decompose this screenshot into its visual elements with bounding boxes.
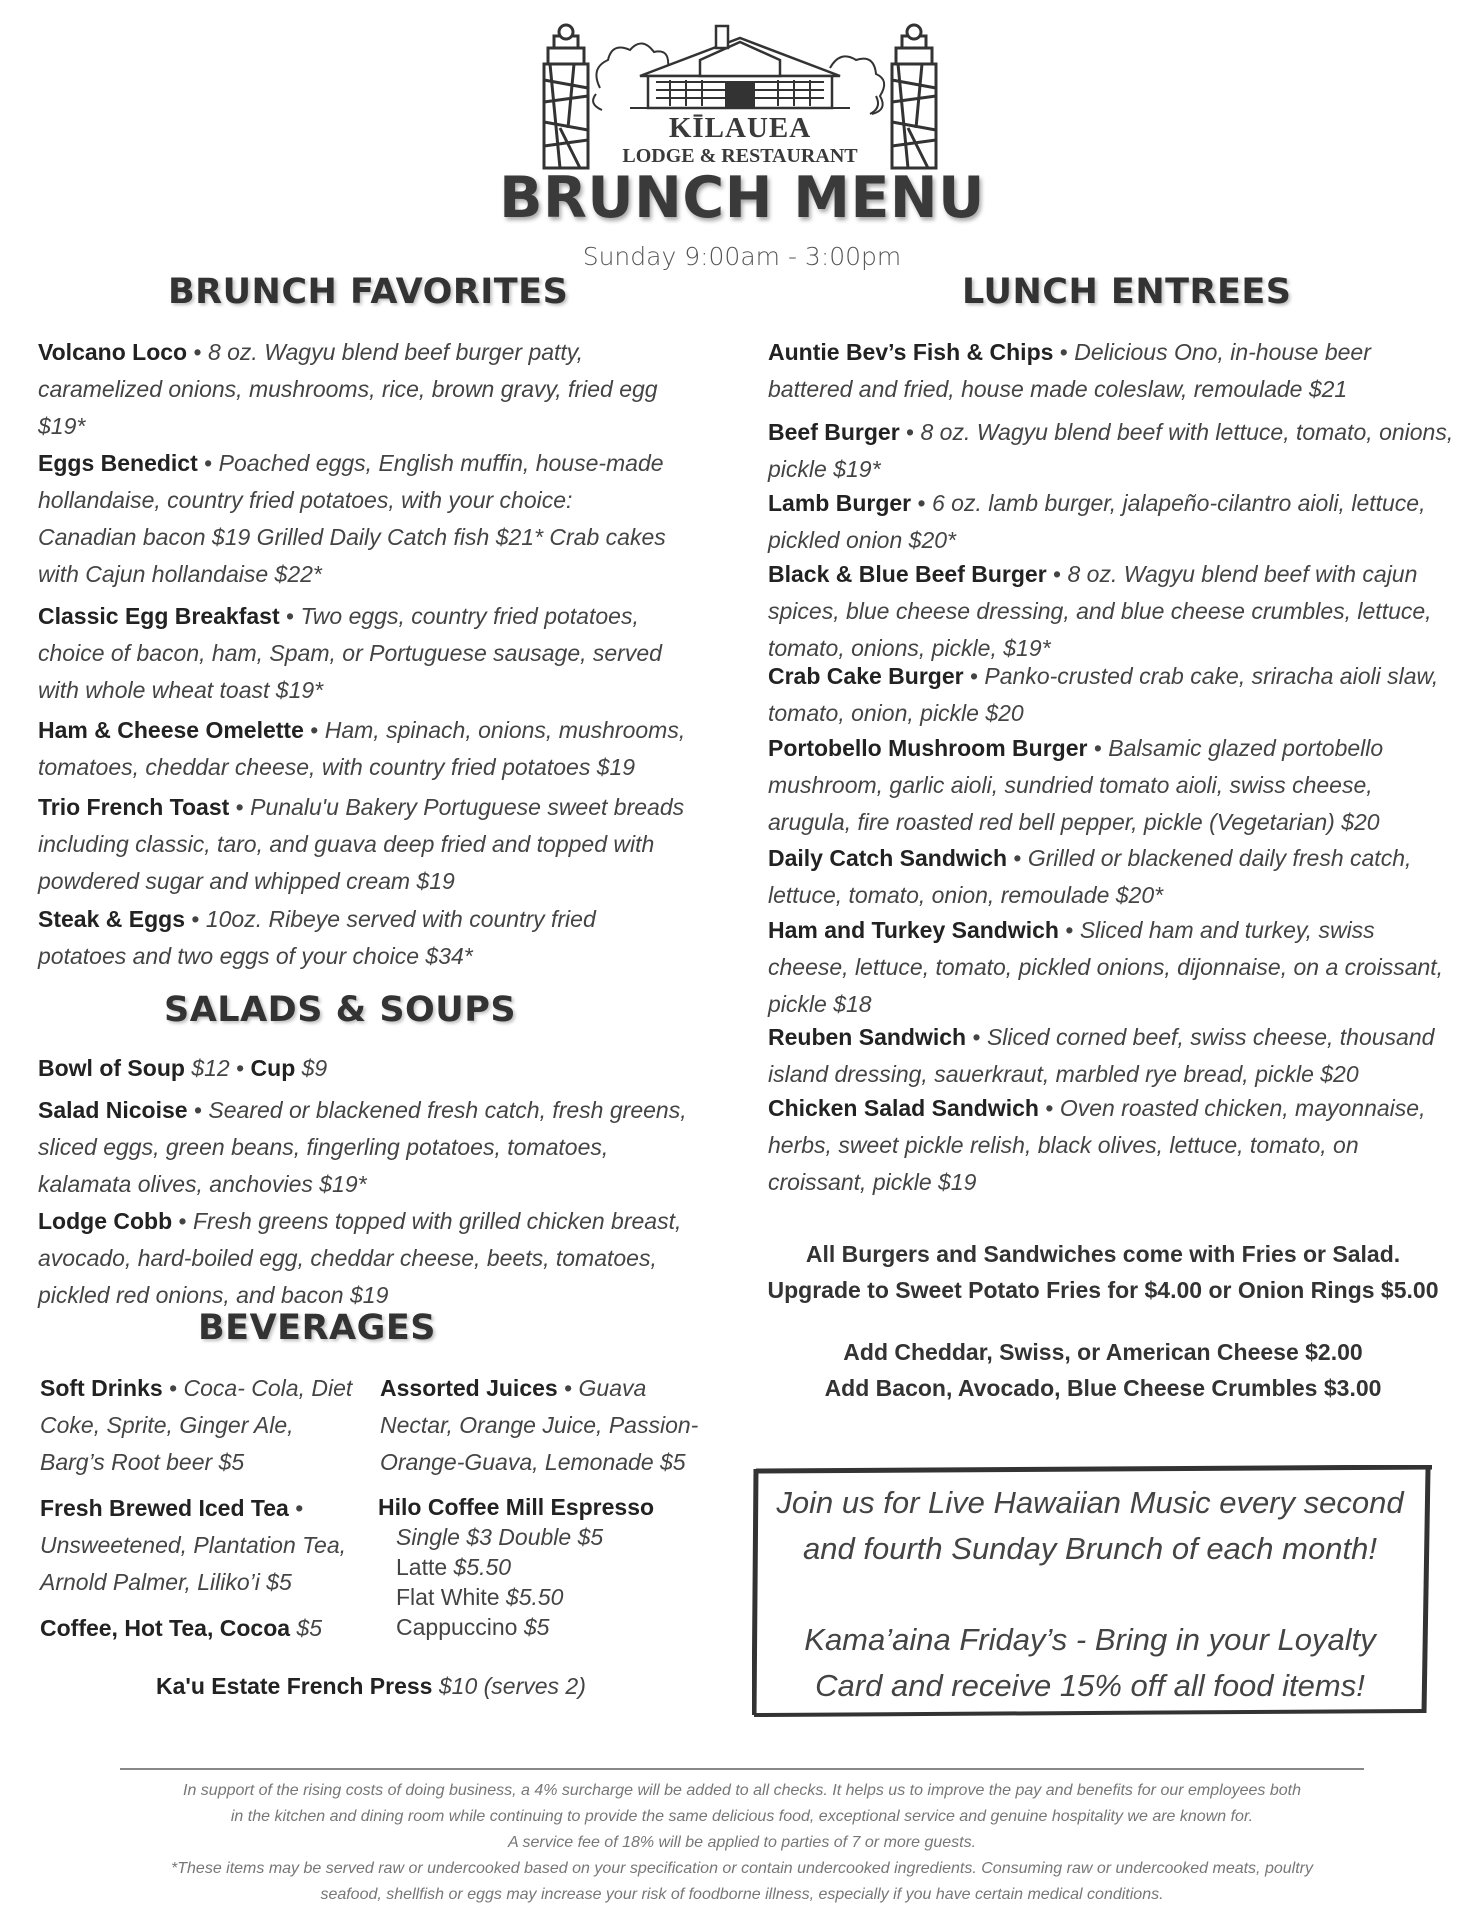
item-name: Lodge Cobb xyxy=(38,1208,173,1234)
bev-juices: Assorted Juices • Guava Nectar, Orange Juice, Passion-Orange-Guava, Lemonade $5 xyxy=(380,1375,699,1475)
hours: Sunday 9:00am - 3:00pm xyxy=(582,242,902,271)
item-name: Coffee, Hot Tea, Cocoa xyxy=(40,1615,291,1641)
brunch-heading: BRUNCH FAVORITES xyxy=(168,272,569,312)
menu-item: Classic Egg Breakfast • Two eggs, country fried potatoes, choice of bacon, ham, Spam, or Portuguese sausage, served with whole wheat toast $19* xyxy=(38,603,662,703)
item-name: Soft Drinks xyxy=(40,1375,163,1401)
promo-loyalty: Kama’aina Friday’s - Bring in your Loyalty Card and receive 15% off all food items! xyxy=(804,1622,1376,1703)
item-desc: Punalu'u Bakery Portuguese sweet breads including classic, taro, and guava deep fried and topped with powdered sugar and whipped cream $19 xyxy=(38,794,685,894)
item-desc: Fresh greens topped with grilled chicken breast, avocado, hard-boiled egg, cheddar cheese, beets, tomatoes, pickled red onions, and bacon $19 xyxy=(38,1208,682,1308)
item-name: Ham and Turkey Sandwich xyxy=(768,917,1059,943)
item-name: Classic Egg Breakfast xyxy=(38,603,280,629)
brand-subtitle: LODGE & RESTAURANT xyxy=(622,145,858,167)
menu-item: Lamb Burger • 6 oz. lamb burger, jalapeño-cilantro aioli, lettuce, pickled onion $20* xyxy=(768,490,1426,553)
item-desc: 8 oz. Wagyu blend beef burger patty, caramelized onions, mushrooms, rice, brown gravy, fried egg $19* xyxy=(38,339,658,439)
item-name: Fresh Brewed Iced Tea xyxy=(40,1495,289,1521)
item-desc: Panko-crusted crab cake, sriracha aioli slaw, tomato, onion, pickle $20 xyxy=(768,663,1439,726)
menu-item: Chicken Salad Sandwich • Oven roasted chicken, mayonnaise, herbs, sweet pickle relish, black olives, lettuce, tomato, on croissant, pickle $19 xyxy=(768,1095,1426,1195)
footer-divider xyxy=(120,1768,1364,1770)
addons-note: Add Cheddar, Swiss, or American Cheese $2.00 Add Bacon, Avocado, Blue Cheese Crumbles $3.00 xyxy=(824,1339,1382,1401)
item-desc: Delicious Ono, in-house beer battered and fried, house made coleslaw, remoulade $21 xyxy=(768,339,1371,402)
item-name: Lamb Burger xyxy=(768,490,912,516)
item-desc: Balsamic glazed portobello mushroom, garlic aioli, sundried tomato aioli, swiss cheese, arugula, fire roasted red bell pepper, pickle (Vegetarian) $20 xyxy=(768,735,1384,835)
item-desc: Grilled or blackened daily fresh catch, lettuce, tomato, onion, remoulade $20* xyxy=(768,845,1412,908)
item-desc: Sliced corned beef, swiss cheese, thousand island dressing, sauerkraut, marbled rye bread, pickle $20 xyxy=(768,1024,1435,1087)
item-desc: Guava Nectar, Orange Juice, Passion-Orange-Guava, Lemonade $5 xyxy=(380,1375,699,1475)
item-name: Bowl of Soup xyxy=(38,1055,185,1081)
item-price: $5 xyxy=(296,1615,323,1641)
lunch-heading: LUNCH ENTREES xyxy=(962,272,1292,312)
espresso-sizes: Single $3 Double $5 xyxy=(396,1524,604,1550)
item-desc: Unsweetened, Plantation Tea, Arnold Palmer, Liliko’i $5 xyxy=(40,1532,347,1595)
salads-heading: SALADS & SOUPS xyxy=(164,990,517,1030)
page-title: BRUNCH MENU xyxy=(499,165,985,231)
item-name: Beef Burger xyxy=(768,419,900,445)
item-price: $10 (serves 2) xyxy=(438,1673,586,1699)
item-desc: Ham, spinach, onions, mushrooms, tomatoes, cheddar cheese, with country fried potatoes $19 xyxy=(38,717,686,780)
item-name: Daily Catch Sandwich xyxy=(768,845,1008,871)
menu-item: Auntie Bev’s Fish & Chips • Delicious Ono, in-house beer battered and fried, house made coleslaw, remoulade $21 xyxy=(768,339,1371,402)
menu-item: Eggs Benedict • Poached eggs, English muffin, house-made hollandaise, country fried potatoes, with your choice: Canadian bacon $19 Grilled Daily Catch fish $21* Crab cakes with Cajun hollandaise $22* xyxy=(38,450,666,587)
item-options: Canadian bacon $19 Grilled Daily Catch fish $21* Crab cakes with Cajun hollandaise $22* xyxy=(38,524,666,587)
bev-french-press xyxy=(156,1668,656,1705)
item-desc: Seared or blackened fresh catch, fresh greens, sliced eggs, green beans, fingerling potatoes, tomatoes, kalamata olives, anchovies $19* xyxy=(38,1097,687,1197)
item-name: Crab Cake Burger xyxy=(768,663,964,689)
item-name: Ka'u Estate French Press xyxy=(156,1673,433,1699)
menu-item: Steak & Eggs • 10oz. Ribeye served with country fried potatoes and two eggs of your choice $34* xyxy=(38,906,596,969)
menu-item: Salad Nicoise • Seared or blackened fresh catch, fresh greens, sliced eggs, green beans, fingerling potatoes, tomatoes, kalamata olives, anchovies $19* xyxy=(38,1097,687,1197)
bev-coffee xyxy=(40,1610,370,1647)
item-desc: Poached eggs, English muffin, house-made hollandaise, country fried potatoes, with your choice: xyxy=(38,450,664,513)
bev-soft-drinks: Soft Drinks • Coca- Cola, Diet Coke, Sprite, Ginger Ale, Barg’s Root beer $5 xyxy=(40,1375,353,1475)
item-desc: 10oz. Ribeye served with country fried potatoes and two eggs of your choice $34* xyxy=(38,906,596,969)
item-name: Reuben Sandwich xyxy=(768,1024,967,1050)
footer-disclaimer: In support of the rising costs of doing business, a 4% surcharge will be added to all checks. It helps us to improve the pay and benefits for our employees both in the kitchen and dining room while continuing to provide the same delicious food, exceptional service and genuine hospitality we are known for. A service fee of 18% will be applied to parties of 7 or more guests. *These items may be served raw or undercooked based on your specification or contain undercooked ingredients. Consuming raw or undercooked meats, poultry seafood, shellfish or eggs may increase your risk of foodborne illness, especially if you have certain medical conditions. xyxy=(171,1782,1313,1903)
item-name: Steak & Eggs xyxy=(38,906,185,932)
item-name: Eggs Benedict xyxy=(38,450,198,476)
item-desc: Two eggs, country fried potatoes, choice of bacon, ham, Spam, or Portuguese sausage, served with whole wheat toast $19* xyxy=(38,603,662,703)
item-name: Chicken Salad Sandwich xyxy=(768,1095,1039,1121)
menu-item: Black & Blue Beef Burger • 8 oz. Wagyu blend beef with cajun spices, blue cheese dressing, and blue cheese crumbles, lettuce, tomato, onions, pickle, $19* xyxy=(768,561,1432,661)
menu-item: Daily Catch Sandwich • Grilled or blackened daily fresh catch, lettuce, tomato, onion, remoulade $20* xyxy=(768,845,1412,908)
item-desc: 8 oz. Wagyu blend beef with lettuce, tomato, onions, pickle $19* xyxy=(768,419,1454,482)
bev-espresso: Hilo Coffee Mill Espresso Single $3 Double $5 Latte $5.50 Flat White $5.50 Cappuccino $5 xyxy=(378,1492,698,1642)
item-name: Cup xyxy=(250,1055,296,1081)
item-desc: Coca- Cola, Diet Coke, Sprite, Ginger Ale, Barg’s Root beer $5 xyxy=(40,1375,353,1475)
menu-item: Ham & Cheese Omelette • Ham, spinach, onions, mushrooms, tomatoes, cheddar cheese, with country fried potatoes $19 xyxy=(38,717,686,780)
menu-item: Beef Burger • 8 oz. Wagyu blend beef with lettuce, tomato, onions, pickle $19* xyxy=(768,419,1454,482)
item-desc: Sliced ham and turkey, swiss cheese, lettuce, tomato, pickled onions, dijonnaise, on a croissant, pickle $18 xyxy=(768,917,1444,1017)
item-desc: Oven roasted chicken, mayonnaise, herbs, sweet pickle relish, black olives, lettuce, tomato, on croissant, pickle $19 xyxy=(768,1095,1426,1195)
menu-item: Reuben Sandwich • Sliced corned beef, swiss cheese, thousand island dressing, sauerkraut, marbled rye bread, pickle $20 xyxy=(768,1024,1435,1087)
menu-item: Ham and Turkey Sandwich • Sliced ham and turkey, swiss cheese, lettuce, tomato, pickled onions, dijonnaise, on a croissant, pickle $18 xyxy=(768,917,1444,1017)
bev-iced-tea: Fresh Brewed Iced Tea • Unsweetened, Plantation Tea, Arnold Palmer, Liliko’i $5 xyxy=(40,1495,347,1595)
brand-name: KĪLAUEA xyxy=(668,112,812,144)
item-name: Salad Nicoise xyxy=(38,1097,188,1123)
beverages-heading: BEVERAGES xyxy=(198,1308,436,1348)
item-name: Volcano Loco xyxy=(38,339,188,365)
item-name: Trio French Toast xyxy=(38,794,230,820)
menu-item: Crab Cake Burger • Panko-crusted crab cake, sriracha aioli slaw, tomato, onion, pickle $20 xyxy=(768,663,1439,726)
item-name: Assorted Juices xyxy=(380,1375,558,1401)
item-price: $9 xyxy=(301,1055,328,1081)
item-desc: 6 oz. lamb burger, jalapeño-cilantro aioli, lettuce, pickled onion $20* xyxy=(768,490,1426,553)
menu-item: Lodge Cobb • Fresh greens topped with grilled chicken breast, avocado, hard-boiled egg, cheddar cheese, beets, tomatoes, pickled red onions, and bacon $19 xyxy=(38,1208,682,1308)
soup-line: Bowl of Soup $12 • Cup $9 xyxy=(38,1055,328,1081)
sides-note: All Burgers and Sandwiches come with Fries or Salad. Upgrade to Sweet Potato Fries for $4.00 or Onion Rings $5.00 xyxy=(767,1241,1439,1303)
menu-item: Volcano Loco • 8 oz. Wagyu blend beef burger patty, caramelized onions, mushrooms, rice, brown gravy, fried egg $19* xyxy=(38,339,658,439)
item-name: Ham & Cheese Omelette xyxy=(38,717,304,743)
item-name: Auntie Bev’s Fish & Chips xyxy=(768,339,1054,365)
promo-music: Join us for Live Hawaiian Music every second and fourth Sunday Brunch of each month! xyxy=(776,1485,1404,1566)
menu-item: Portobello Mushroom Burger • Balsamic glazed portobello mushroom, garlic aioli, sundried tomato aioli, swiss cheese, arugula, fire roasted red bell pepper, pickle (Vegetarian) $20 xyxy=(768,735,1384,835)
item-desc: 8 oz. Wagyu blend beef with cajun spices, blue cheese dressing, and blue cheese crumbles, lettuce, tomato, onions, pickle, $19* xyxy=(768,561,1432,661)
item-price: $12 xyxy=(191,1055,230,1081)
item-name: Portobello Mushroom Burger xyxy=(768,735,1088,761)
item-name: Hilo Coffee Mill Espresso xyxy=(378,1494,655,1520)
menu-item: Trio French Toast • Punalu'u Bakery Portuguese sweet breads including classic, taro, and guava deep fried and topped with powdered sugar and whipped cream $19 xyxy=(38,794,685,894)
item-name: Black & Blue Beef Burger xyxy=(768,561,1047,587)
